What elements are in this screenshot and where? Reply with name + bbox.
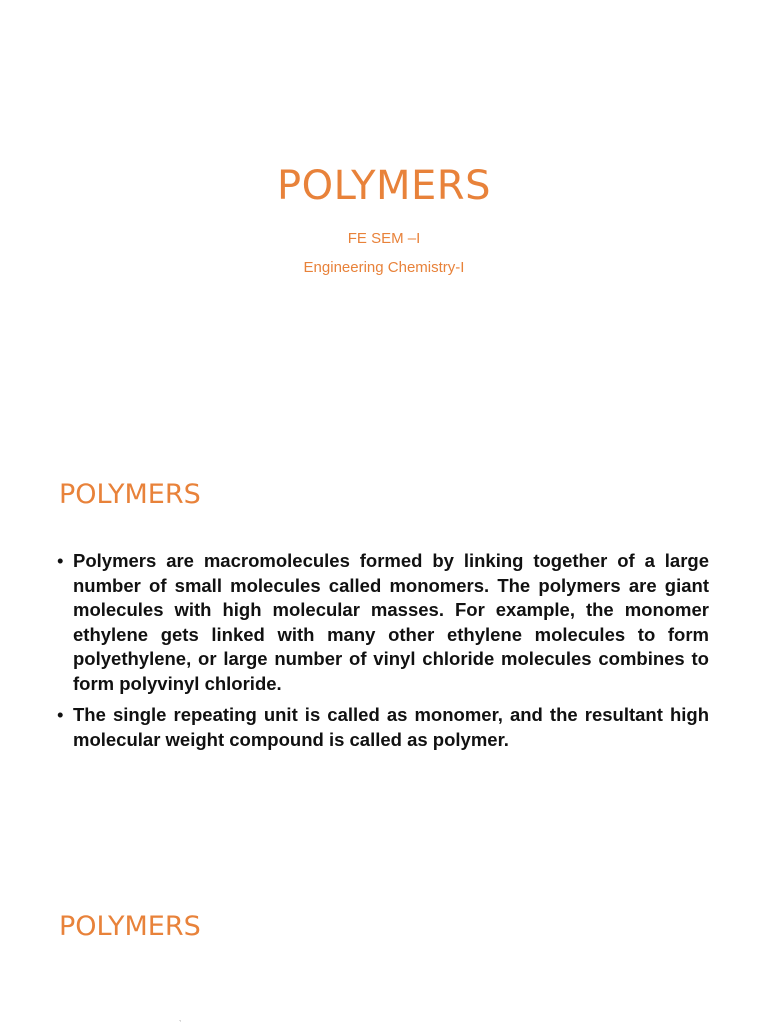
bullet-icon: • xyxy=(57,704,64,725)
bullet-item xyxy=(57,703,709,752)
bullet-text: Polymers are macromolecules formed by linking together of a large number of small molecules called monomers. The polymers are giant molecules with high molecular masses. For example, the monomer ethylene gets linked with many other ethylene molecules to form polyethylene, or large number of vinyl chloride molecules combines to form polyvinyl chloride. xyxy=(73,550,709,694)
bullet-item xyxy=(57,549,709,696)
stray-mark-icon: ˎ xyxy=(179,1013,182,1022)
section-heading-definition: POLYMERS xyxy=(59,479,201,510)
bullet-list xyxy=(57,549,709,759)
bullet-icon: • xyxy=(57,550,64,571)
slide-subtitle-semester: FE SEM –I xyxy=(347,230,421,247)
slide-title: POLYMERS xyxy=(277,163,491,209)
bullet-text: The single repeating unit is called as monomer, and the resultant high molecular weight compound is called as polymer. xyxy=(73,704,709,750)
section-heading-next: POLYMERS xyxy=(59,911,201,942)
slide-subtitle-course: Engineering Chemistry-I xyxy=(303,259,465,276)
